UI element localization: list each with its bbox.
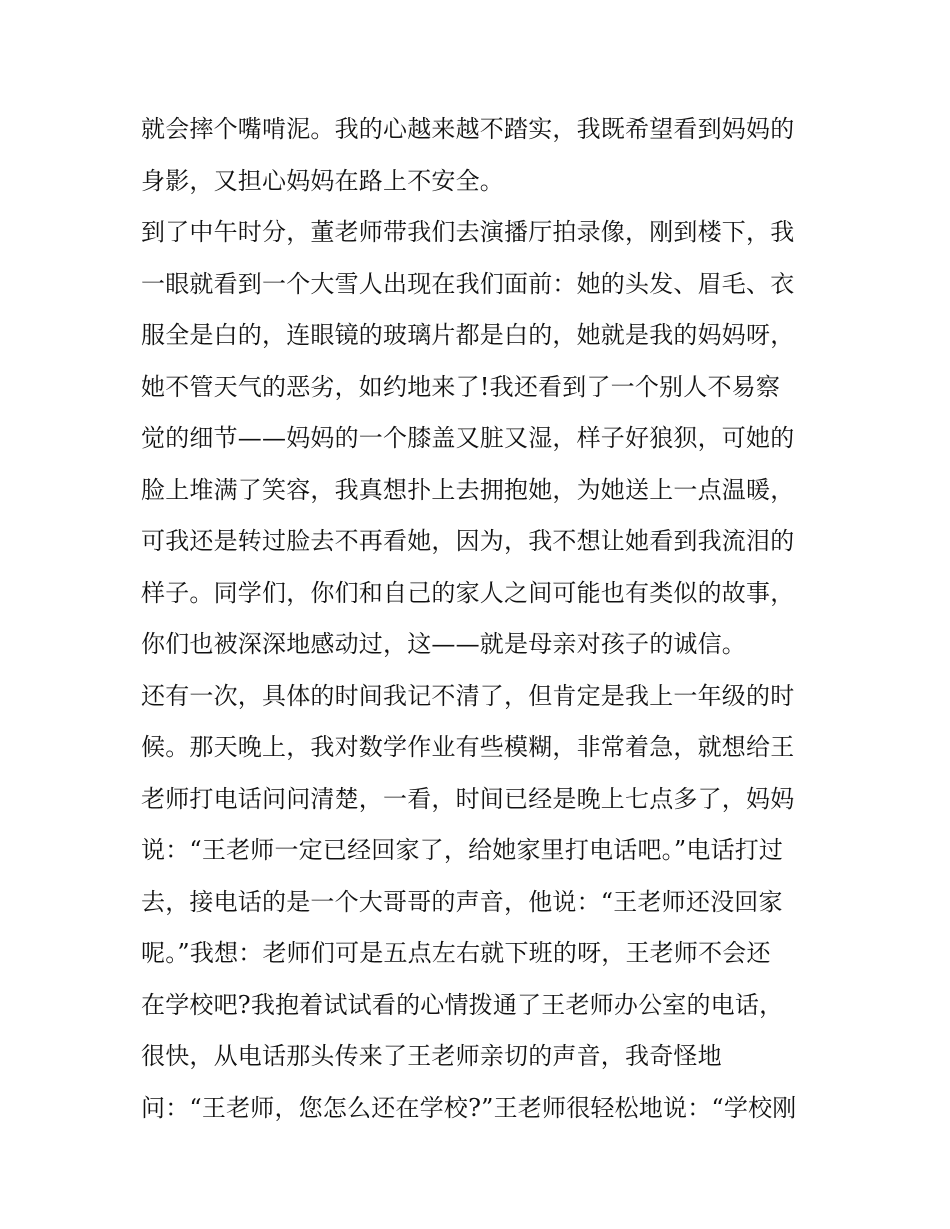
text-line: 到了中午时分，董老师带我们去演播厅拍录像，刚到楼下，我 [141,218,795,246]
text-line: 还有一次，具体的时间我记不清了，但肯定是我上一年级的时 [141,681,795,710]
text-line: 你们也被深深地感动过，这——就是母亲对孩子的诚信。 [141,630,746,658]
text-line: 呢。”我想：老师们可是五点左右就下班的呀，王老师不会还 [141,939,771,967]
text-line: 可我还是转过脸去不再看她，因为，我不想让她看到我流泪的 [141,527,795,555]
text-line: 候。那天晚上，我对数学作业有些模糊，非常着急，就想给王 [141,733,795,761]
text-line: 问：“王老师，您怎么还在学校?”王老师很轻松地说：“学校刚 [141,1093,797,1122]
text-line: 样子。同学们，你们和自己的家人之间可能也有类似的故事， [141,578,795,607]
text-line: 就会摔个嘴啃泥。我的心越来越不踏实，我既希望看到妈妈的 [141,115,795,143]
text-line: 说：“王老师一定已经回家了，给她家里打电话吧。”电话打过 [141,836,784,864]
text-line: 一眼就看到一个大雪人出现在我们面前：她的头发、眉毛、衣 [141,269,795,298]
body-text [141,104,821,1134]
text-line: 在学校吧?我抱着试试看的心情拨通了王老师办公室的电话， [141,990,784,1019]
text-line: 服全是白的，连眼镜的玻璃片都是白的，她就是我的妈妈呀， [141,321,795,349]
text-line: 她不管天气的恶劣，如约地来了!我还看到了一个别人不易察 [141,372,781,401]
text-line: 身影，又担心妈妈在路上不安全。 [141,166,504,195]
text-line: 老师打电话问问清楚，一看，时间已经是晚上七点多了，妈妈 [141,784,795,813]
text-line: 很快，从电话那头传来了王老师亲切的声音，我奇怪地 [141,1042,722,1070]
text-line: 觉的细节——妈妈的一个膝盖又脏又湿，样子好狼狈，可她的 [141,424,795,452]
text-line: 去，接电话的是一个大哥哥的声音，他说：“王老师还没回家 [141,887,783,916]
text-line: 脸上堆满了笑容，我真想扑上去拥抱她，为她送上一点温暖， [141,475,795,504]
